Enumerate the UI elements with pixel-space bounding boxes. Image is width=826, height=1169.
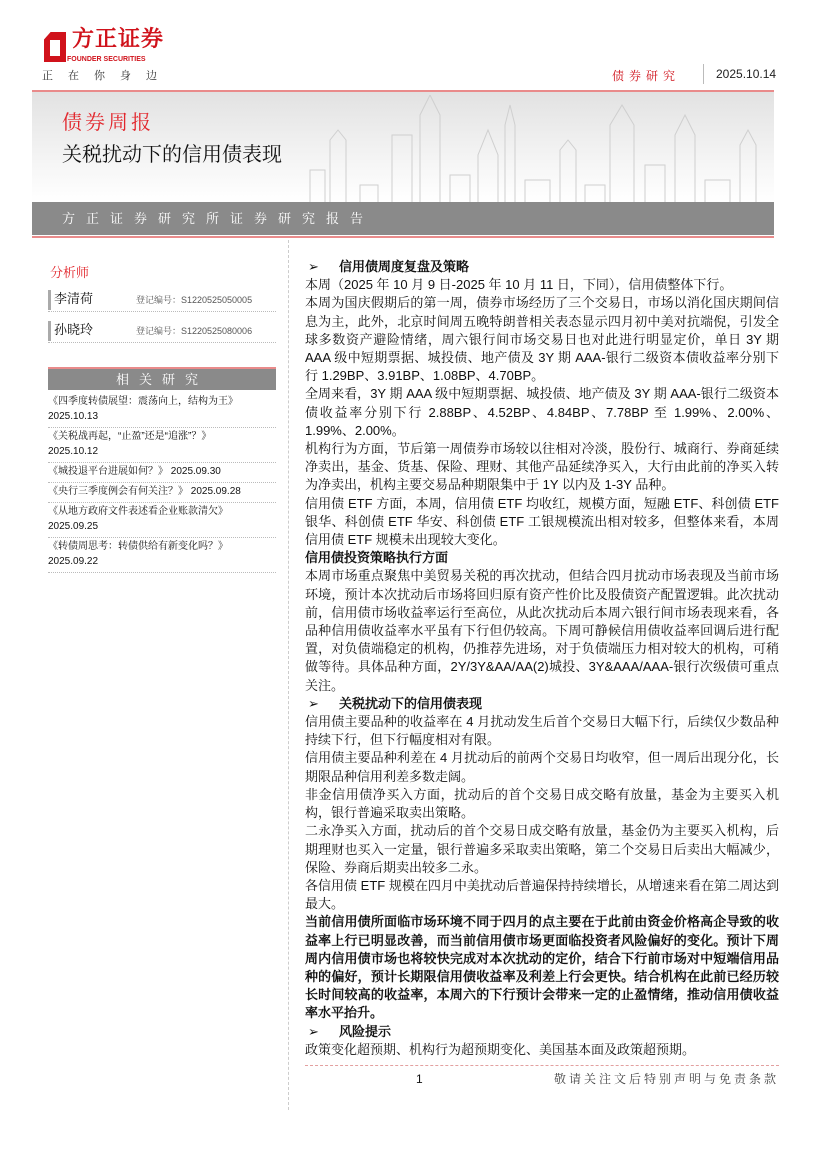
marker (48, 290, 51, 310)
founder-logo-icon (44, 32, 66, 62)
arrow-icon: ➢ (308, 695, 319, 711)
paragraph: 机构行为方面，节后第一周债券市场较以往相对冷淡，股份行、城商行、券商延续净卖出，基金、货基、保险、理财、其他产品延续净买入，大行由此前的净买入转为净卖出，机构主要交易品种期限集中于 1Y 以内及 1-3Y 品种。 (305, 441, 779, 493)
paragraph: 本周为国庆假期后的第一周，债券市场经历了三个交易日，市场以消化国庆期间信息为主，此外，北京时间周五晚特朗普相关表态显示四月初中美对抗端倪，引发全球多数资产避险情绪，周六银行间市场交易日也对此进行明显定价，单日 3Y 期 AAA 级中短期票据、城投债、地产债及 3Y 期 AAA-银行二级资本债收益率分别下行 1.29BP、3.91BP、1.08BP、4.70BP。 (305, 295, 779, 384)
arrow-icon: ➢ (308, 1023, 319, 1039)
related-research-list (48, 393, 276, 573)
section-heading (305, 258, 779, 276)
report-body (305, 258, 779, 1059)
related-item[interactable] (48, 538, 276, 573)
related-date: 2025.09.22 (48, 556, 99, 567)
related-item[interactable] (48, 503, 276, 538)
paragraph: 全周来看，3Y 期 AAA 级中短期票据、城投债、地产债及 3Y 期 AAA-银行二级资本债收益率分别下行 2.88BP、4.52BP、4.84BP、7.78BP 至 1.99%、2.00%、1.99%、2.00%。 (305, 386, 779, 438)
paragraph: 信用债主要品种的收益率在 4 月扰动发生后首个交易日大幅下行，后续仅少数品种持续下行，但下行幅度相对有限。 (305, 714, 779, 748)
divider (32, 236, 774, 238)
related-date: 2025.09.25 (48, 521, 99, 532)
paragraph-bold: 当前信用债所面临市场环境不同于四月的点主要在于此前由资金价格高企导致的收益率上行已明显改善，而当前信用债市场更面临投资者风险偏好的变化。预计下周周内信用债市场也将较快完成对本次扰动的定价，结合下行前市场对中短端信用品种的偏好，预计长期限信用债收益率及利差上行会更快。结合机构在此前已经历较长时间较高的收益率，本周六的下行预计会带来一定的止盈情绪，推动信用债收益率水平抬升。 (305, 914, 779, 1021)
subheading: 信用债投资策略执行方面 (305, 550, 449, 566)
paragraph: 非金信用债净买入方面，扰动后的首个交易日成交略有放量，基金为主要买入机构，银行普遍采取卖出策略。 (305, 786, 779, 821)
analyst-heading: 分析师 (50, 265, 90, 280)
analyst-row (48, 319, 276, 343)
related-date: 2025.10.12 (48, 446, 99, 457)
paragraph: 各信用债 ETF 规模在四月中美扰动后普遍保持持续增长，从增速来看在第二周达到最大。 (305, 877, 779, 912)
marker (48, 321, 51, 341)
related-title[interactable]: 《城投退平台进展如何？》 (48, 466, 168, 477)
paragraph: 信用债 ETF 方面，本周，信用债 ETF 均收红，规模方面，短融 ETF、科创债 ETF 银华、科创债 ETF 华安、科创债 ETF 工银规模流出相对较多，但整体来看，本周信用债 ETF 规模未出现较大变化。 (305, 495, 779, 548)
section-heading (305, 1023, 779, 1041)
related-item[interactable] (48, 428, 276, 463)
slogan: 正在你身边 (42, 70, 172, 82)
analyst-row (48, 288, 276, 312)
paragraph: 政策变化超预期、机构行为超预期变化、美国基本面及政策超预期。 (305, 1041, 696, 1057)
logo-text: 方正证券 (72, 26, 165, 51)
paragraph: 信用债主要品种利差在 4 月扰动后的前两个交易日均收窄，但一周后出现分化，长期限品种信用利差多数走阔。 (305, 750, 779, 784)
main-column (305, 258, 779, 1090)
related-item[interactable] (48, 483, 276, 503)
logo-english: FOUNDER SECURITIES (67, 56, 146, 63)
section-heading (305, 695, 779, 713)
related-title[interactable]: 《转债周思考：转债供给有新变化吗？》 (48, 541, 228, 552)
disclaimer-note: 敬请关注文后特别声明与免责条款 (553, 1071, 779, 1086)
report-type: 债券周报 (62, 112, 154, 134)
department: 债券研究 (612, 69, 681, 83)
heading-text: 风险提示 (339, 1023, 392, 1039)
analyst-reg: 登记编号：S1220525050005 (136, 295, 253, 305)
related-title[interactable]: 《关税战再起，“止盈”还是“追涨”？》 (48, 431, 212, 442)
arrow-icon: ➢ (308, 259, 319, 274)
paragraph: 本周市场重点聚焦中美贸易关税的再次扰动，但结合四月扰动市场表现及当前市场环境，预计本次扰动后市场将回归原有资产性价比及股债资产配置逻辑。此次扰动前，信用债市场收益率运行至高位，从此次扰动后本周六银行间市场表现来看，各品种信用债收益率水平虽有下行但仍较高。下周可静候信用债收益率回调后进行配置，对负债端稳定的机构，仍推荐先进场，对于负债端压力相对较大的机构，可稍做等待。具体品种方面，2Y/3Y&AA/AA(2)城投、3Y&AAA/AAA-银行次级债可重点关注。 (305, 568, 779, 693)
report-date: 2025.10.14 (716, 67, 777, 81)
page-number: 1 (416, 1071, 423, 1086)
related-date: 2025.09.30 (170, 466, 221, 477)
related-title[interactable]: 《四季度转债展望：震荡向上，结构为王》 (48, 396, 238, 407)
paragraph: 本周（2025 年 10 月 9 日-2025 年 10 月 11 日，下同），信用债整体下行。 (305, 277, 733, 293)
heading-text: 信用债周度复盘及策略 (339, 259, 470, 274)
related-item[interactable] (48, 393, 276, 428)
related-title[interactable]: 《央行三季度例会有何关注？》 (48, 486, 188, 497)
related-research-heading: 相关研究 (48, 369, 276, 390)
paragraph: 二永净买入方面，扰动后的首个交易日成交略有放量，基金仍为主要买入机构，后期理财也买入一定量，银行普遍多采取卖出策略，第二个交易日后卖出大幅减少，保险、券商后期卖出较多二永。 (305, 823, 779, 875)
column-divider (288, 240, 289, 1110)
report-title: 关税扰动下的信用债表现 (62, 144, 282, 166)
analyst-name: 李清荷 (54, 291, 94, 306)
heading-text: 关税扰动下的信用债表现 (339, 695, 483, 711)
related-date: 2025.09.28 (190, 486, 241, 497)
institute-label: 方正证券研究所证券研究报告 (62, 211, 375, 226)
related-title[interactable]: 《从地方政府文件表述看企业账款清欠》 (48, 506, 228, 517)
analyst-reg: 登记编号：S1220525080006 (136, 326, 253, 336)
related-item[interactable] (48, 463, 276, 483)
divider (703, 64, 704, 84)
analyst-name: 孙晓玲 (54, 322, 94, 337)
related-date: 2025.10.13 (48, 411, 99, 422)
footer (305, 1066, 779, 1090)
